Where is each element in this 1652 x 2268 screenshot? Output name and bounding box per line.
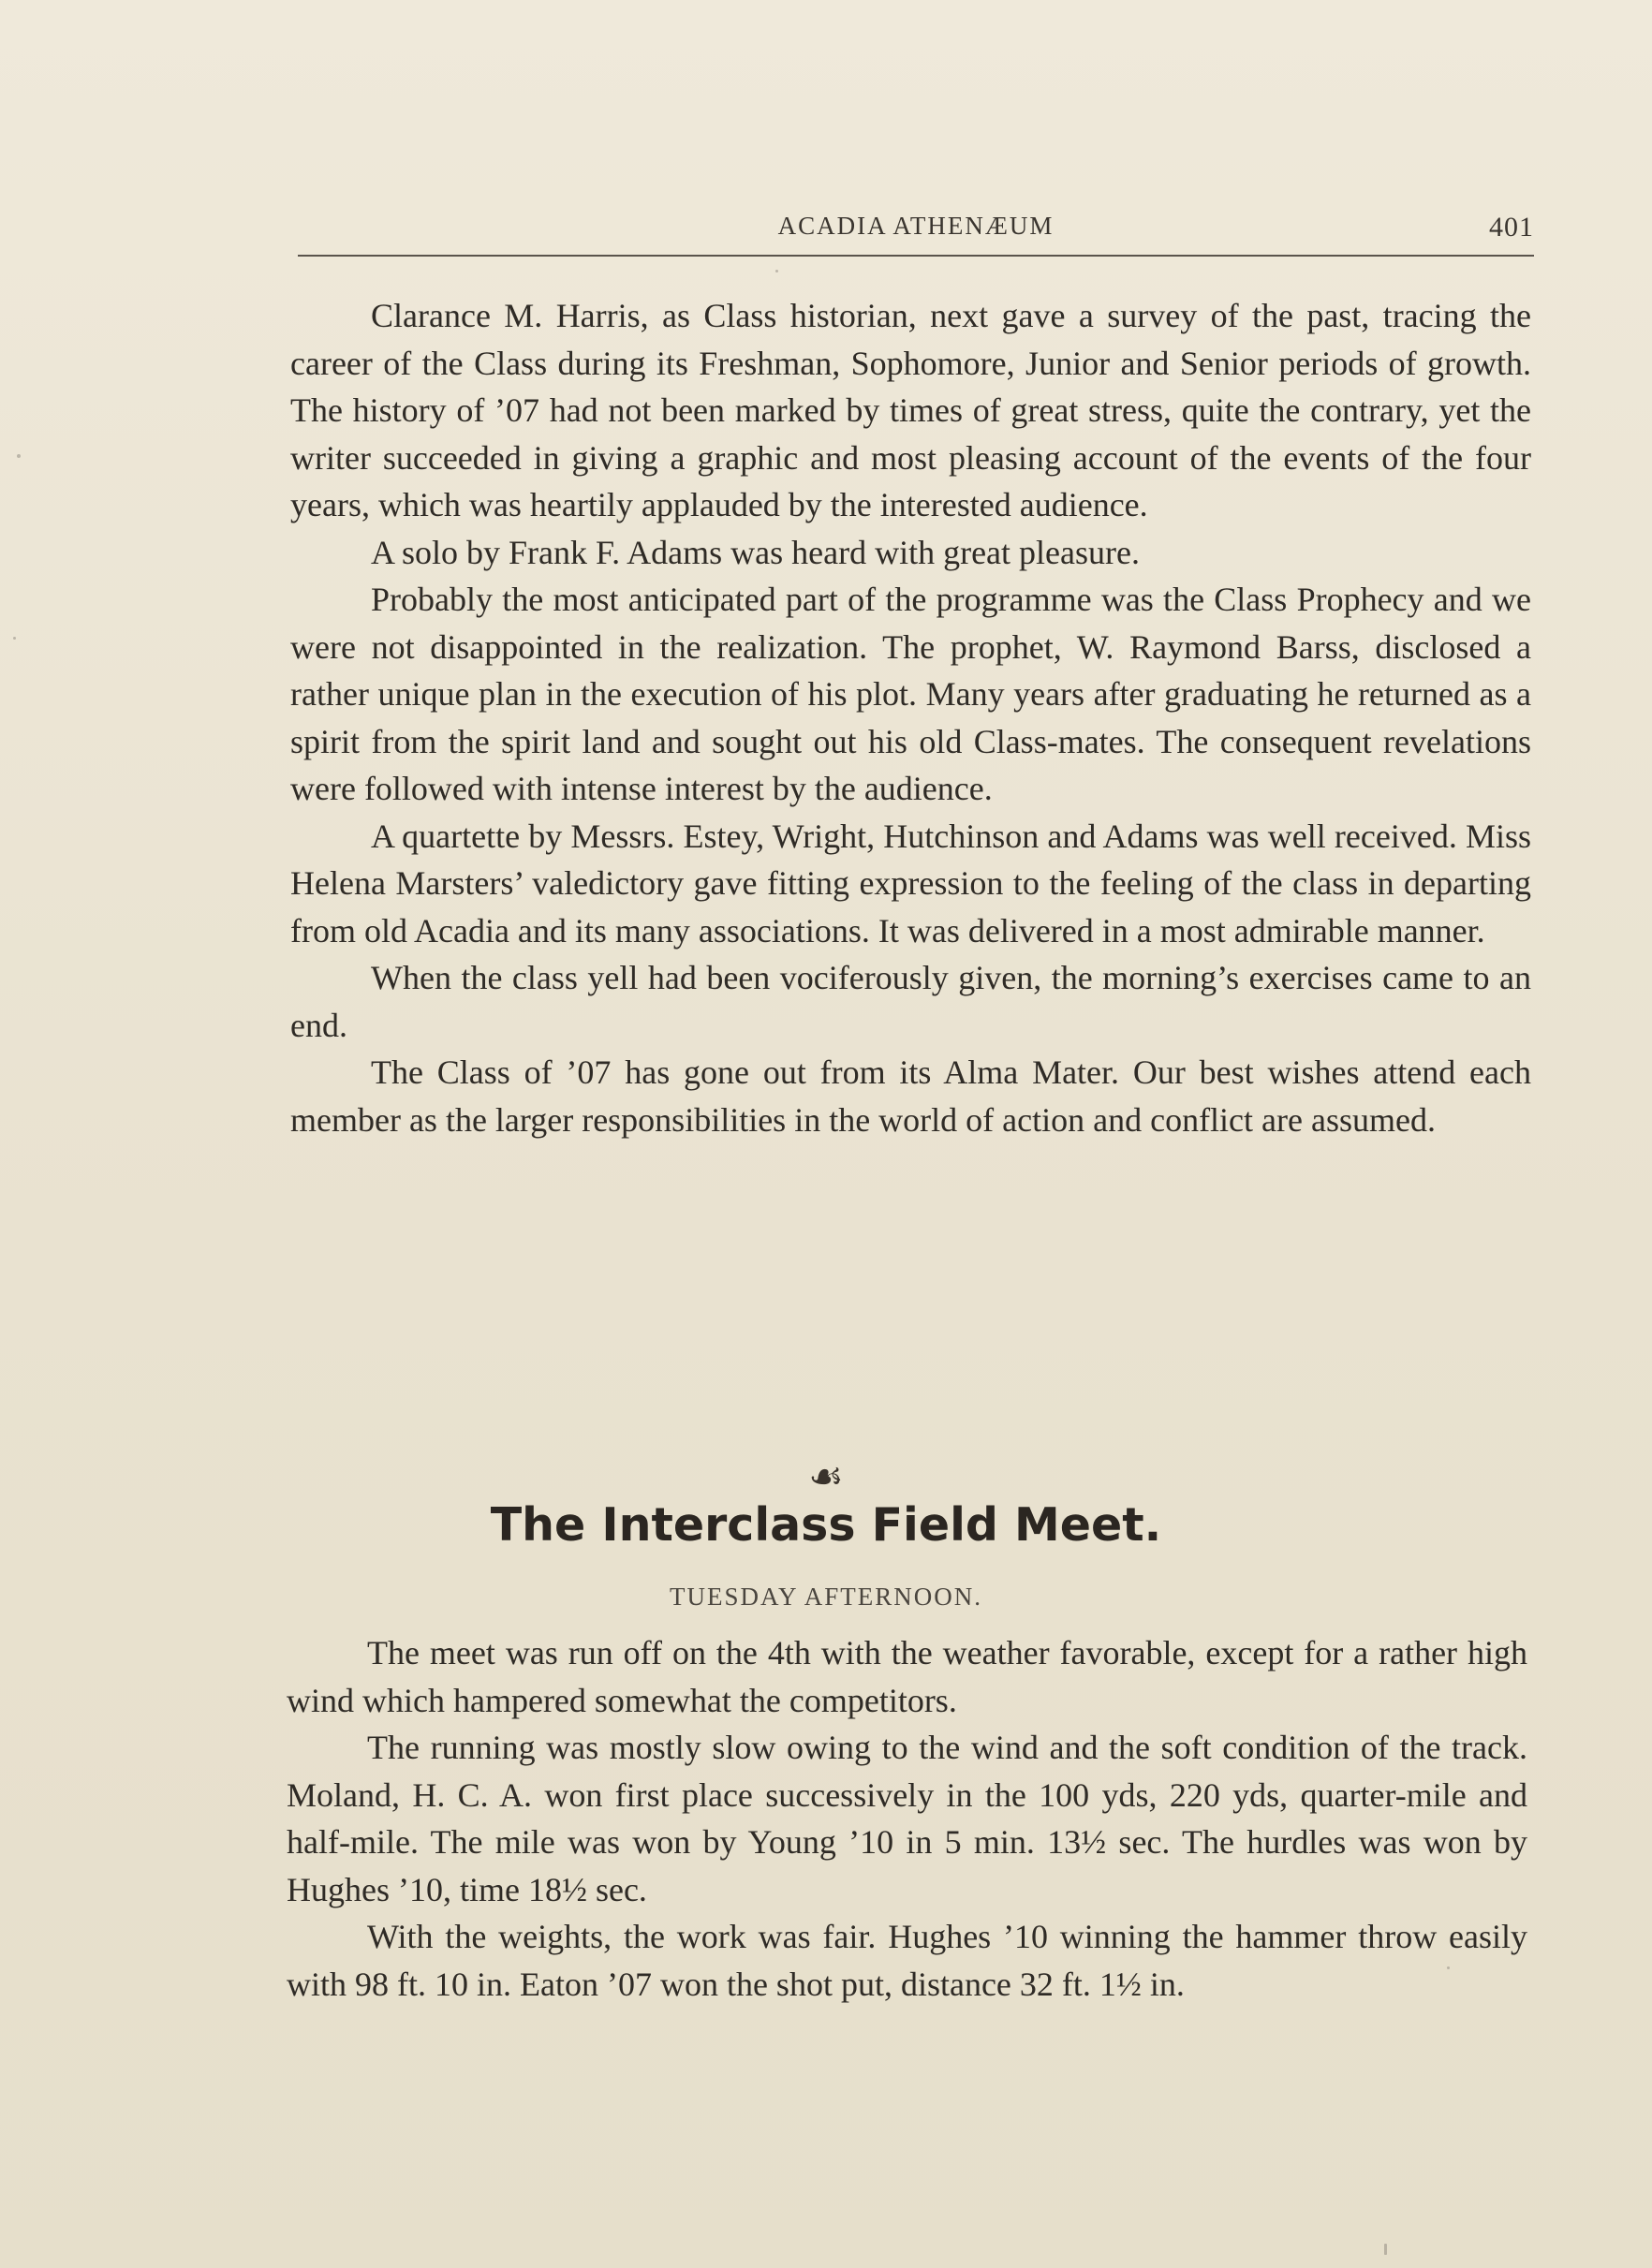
paper-speck bbox=[1447, 1966, 1450, 1969]
section-title: The Interclass Field Meet. bbox=[490, 1498, 1162, 1552]
page-header bbox=[298, 208, 1534, 257]
paragraph-meet-weather: The meet was run off on the 4th with the weather favorable, except for a rather high wind which hampered somewhat the competitors. bbox=[287, 1634, 1527, 1719]
header-rule bbox=[298, 255, 1534, 257]
paragraph-class-yell: When the class yell had been vociferously given, the morning’s exercises came to an end. bbox=[290, 959, 1531, 1044]
commencement-article-body bbox=[290, 292, 1531, 1143]
section-subtitle: TUESDAY AFTERNOON. bbox=[669, 1583, 983, 1611]
paper-speck bbox=[1384, 2244, 1387, 2255]
paragraph-weights-results: With the weights, the work was fair. Hughes ’10 winning the hammer throw easily with 98 ft. 10 in. Eaton ’07 won the shot put, distance 32 ft. 1½ in. bbox=[287, 1918, 1527, 2003]
paragraph-class-prophecy: Probably the most anticipated part of the programme was the Class Prophecy and we were not disappointed in the realization. The prophet, W. Raymond Barss, disclosed a rather unique plan in the execution of his plot. Many years after graduating he returned as a spirit from the spirit land and sought out his old Class-mates. The consequent revelations were followed with intense interest by the audience. bbox=[290, 581, 1531, 807]
paragraph-class-history: Clarance M. Harris, as Class historian, next gave a survey of the past, tracing the career of the Class during its Freshman, Sophomore, Junior and Senior periods of growth. The history of ’07 had not been marked by times of great stress, quite the contrary, yet the writer succeeded in giving a graphic and most pleasing account of the events of the four years, which was heartily applauded by the interested audience. bbox=[290, 297, 1531, 523]
field-meet-article-body bbox=[287, 1629, 1527, 2008]
paper-speck bbox=[17, 454, 21, 458]
paragraph-solo: A solo by Frank F. Adams was heard with great pleasure. bbox=[371, 533, 1140, 571]
paragraph-farewell: The Class of ’07 has gone out from its Alma Mater. Our best wishes attend each member as the larger responsibilities in the world of action and conflict are assumed. bbox=[290, 1053, 1531, 1139]
paragraph-running-results: The running was mostly slow owing to the wind and the soft condition of the track. Moland, H. C. A. won first place successively in the 100 yds, 220 yds, quarter-mile and half-mile. The mile was won by Young ’10 in 5 min. 13½ sec. The hurdles was won by Hughes ’10, time 18½ sec. bbox=[287, 1729, 1527, 1908]
paper-speck bbox=[13, 637, 16, 640]
paper-speck bbox=[775, 270, 778, 272]
page-number: 401 bbox=[1489, 212, 1534, 243]
fleuron-icon: ☙ bbox=[808, 1456, 844, 1499]
running-title: ACADIA ATHENÆUM bbox=[777, 212, 1055, 240]
paragraph-quartette-valedictory: A quartette by Messrs. Estey, Wright, Hutchinson and Adams was well received. Miss Helena Marsters’ valedictory gave fitting expression to the feeling of the class in departing from old Acadia and its many associations. It was delivered in a most admirable manner. bbox=[290, 817, 1531, 950]
